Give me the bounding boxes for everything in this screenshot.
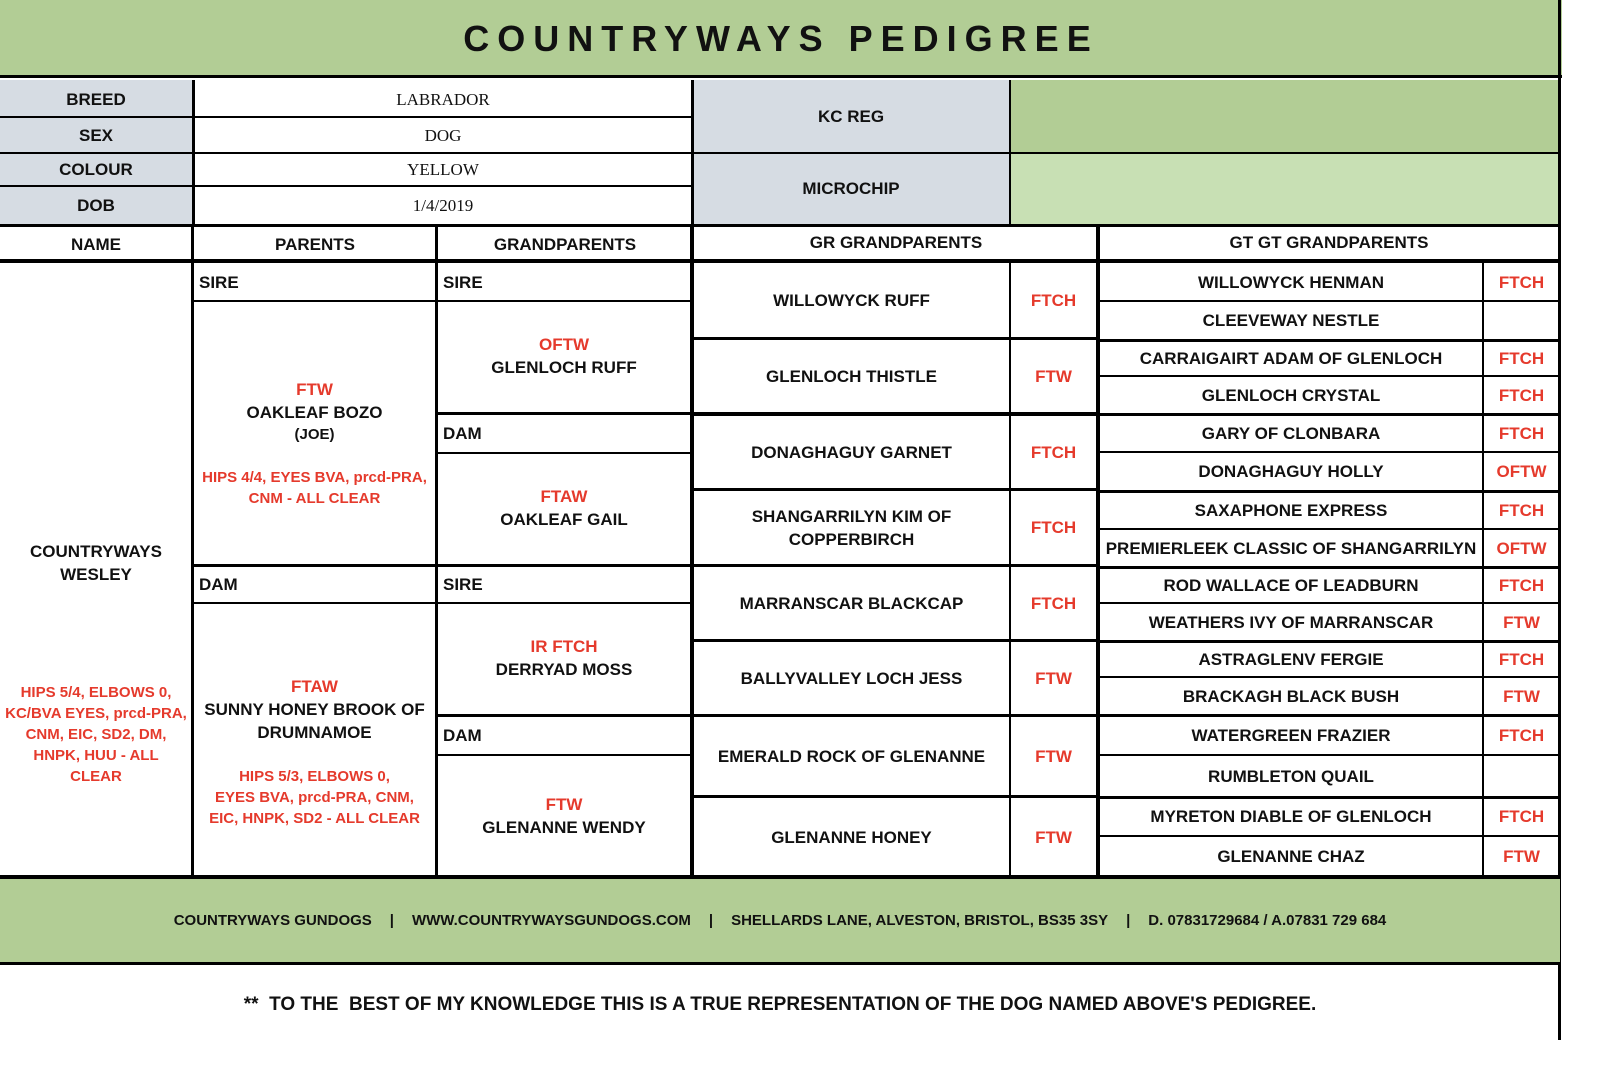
dam-block: [194, 674, 435, 744]
gtgt-grandparent-title: FTCH: [1498, 385, 1545, 405]
grandparent-name: GLENANNE WENDY: [482, 818, 646, 837]
gr-grandparent-name: BALLYVALLEY LOCH JESS: [740, 668, 963, 688]
gtgt-grandparent-name: SAXAPHONE EXPRESS: [1194, 500, 1388, 520]
grandparent-title: FTW: [545, 795, 583, 814]
disclaimer: ** TO THE BEST OF MY KNOWLEDGE THIS IS A TRUE REPRESENTATION OF THE DOG NAMED ABOVE'S PEDIGREE.: [243, 994, 1317, 1015]
gtgt-grandparent-title: FTCH: [1498, 500, 1545, 520]
grandparent: [438, 484, 690, 532]
footer-website[interactable]: WWW.COUNTRYWAYSGUNDOGS.COM: [411, 912, 691, 929]
gtgt-grandparent-name: WATERGREEN FRAZIER: [1191, 725, 1391, 745]
sire-health-line: HIPS 4/4, EYES BVA, prcd-PRA,: [202, 469, 427, 486]
grandparent: [438, 792, 690, 840]
gtgt-grandparent-name: GARY OF CLONBARA: [1201, 423, 1381, 443]
breed-value: LABRADOR: [396, 89, 490, 109]
gr-grandparent-name: SHANGARRILYN KIM OF COPPERBIRCH: [751, 506, 952, 549]
grandparent: [438, 332, 690, 380]
footer-phone: D. 07831729684 / A.07831 729 684: [1148, 912, 1387, 929]
grandparent-name: OAKLEAF GAIL: [500, 510, 628, 529]
dog-health-line: KC/BVA EYES, prcd-PRA,: [5, 704, 187, 722]
kc-reg-label: KC REG: [817, 106, 885, 126]
gr-grandparent-name: MARRANSCAR BLACKCAP: [739, 593, 964, 613]
footer-separator: |: [389, 912, 394, 929]
gr-grandparent-name: DONAGHAGUY GARNET: [751, 442, 952, 462]
colour-value: YELLOW: [407, 159, 479, 179]
header-gtgt-grandparents: GT GT GRANDPARENTS: [1229, 232, 1429, 252]
gtgt-grandparent-title: [1484, 755, 1559, 797]
microchip-value[interactable]: [1010, 153, 1560, 224]
gtgt-grandparent-name: CARRAIGAIRT ADAM OF GLENLOCH: [1139, 348, 1443, 368]
gtgt-grandparent-name: RUMBLETON QUAIL: [1208, 766, 1374, 786]
grandparent-label: DAM: [443, 424, 482, 443]
grandparent-name: GLENLOCH RUFF: [491, 358, 637, 377]
gtgt-grandparent-title: FTCH: [1498, 649, 1545, 669]
grandparent-label: SIRE: [443, 575, 483, 594]
dam-health-line: EYES BVA, prcd-PRA, CNM,: [215, 788, 414, 806]
gr-grandparent-title: FTW: [1035, 366, 1072, 386]
dog-health-line: HNPK, HUU - ALL: [33, 746, 159, 764]
dog-name: [0, 538, 192, 588]
gtgt-grandparent-name: CLEEVEWAY NESTLE: [1202, 311, 1380, 330]
dog-health-line: HIPS 5/4, ELBOWS 0,: [20, 683, 172, 701]
grandparent-name: DERRYAD MOSS: [495, 660, 633, 679]
gr-grandparent-name: EMERALD ROCK OF GLENANNE: [717, 746, 986, 766]
sire-label: SIRE: [199, 272, 239, 292]
gr-grandparent-title: FTW: [1035, 746, 1072, 766]
gr-grandparent-title: FTCH: [1030, 518, 1077, 537]
dam-health-line: HIPS 5/3, ELBOWS 0,: [239, 767, 390, 785]
gtgt-grandparent-title: FTW: [1503, 686, 1540, 706]
gtgt-grandparent-name: ASTRAGLENV FERGIE: [1198, 649, 1384, 669]
colour-label: COLOUR: [59, 159, 133, 179]
gr-grandparent-name: GLENLOCH THISTLE: [766, 366, 937, 386]
gtgt-grandparent-title: FTCH: [1498, 348, 1545, 368]
gr-grandparent-title: FTCH: [1030, 442, 1077, 462]
gr-grandparent-title: FTCH: [1030, 290, 1077, 310]
gr-grandparent-title: FTW: [1035, 668, 1072, 688]
footer-separator: |: [1126, 912, 1131, 929]
footer-separator: |: [708, 912, 714, 929]
dog-name-line2: WESLEY: [60, 565, 132, 584]
kc-reg-value[interactable]: [1010, 80, 1560, 152]
dam-title: FTAW: [291, 676, 338, 696]
gtgt-grandparent-name: WILLOWYCK HENMAN: [1197, 272, 1385, 292]
grandparent-label: SIRE: [443, 272, 483, 292]
dog-name-line1: COUNTRYWAYS: [30, 542, 162, 561]
gtgt-grandparent-name: ROD WALLACE OF LEADBURN: [1163, 575, 1419, 595]
dam-health-line: EIC, HNPK, SD2 - ALL CLEAR: [209, 809, 420, 827]
dam-health: [194, 764, 435, 830]
gtgt-grandparent-name: GLENLOCH CRYSTAL: [1201, 385, 1381, 405]
dog-health-line: CLEAR: [70, 767, 122, 785]
sire-name: OAKLEAF BOZO: [246, 402, 383, 422]
footer-company: COUNTRYWAYS GUNDOGS: [173, 912, 372, 929]
gr-grandparent-title: FTW: [1035, 827, 1072, 847]
microchip-label: MICROCHIP: [802, 179, 900, 198]
gtgt-grandparent-name: DONAGHAGUY HOLLY: [1198, 462, 1384, 481]
sex-value: DOG: [424, 125, 462, 145]
sire-nick: (JOE): [294, 425, 335, 443]
header-name: NAME: [70, 234, 122, 254]
gr-grandparent-name: GLENANNE HONEY: [771, 827, 932, 847]
gtgt-grandparent-title: OFTW: [1496, 538, 1547, 558]
gtgt-grandparent-title: FTCH: [1498, 725, 1545, 745]
sire-title: FTW: [296, 379, 333, 399]
gr-grandparent-title: FTCH: [1030, 593, 1077, 613]
gtgt-grandparent-name: WEATHERS IVY OF MARRANSCAR: [1148, 612, 1434, 632]
header-parents: PARENTS: [275, 234, 355, 254]
dob-value: 1/4/2019: [412, 196, 474, 215]
dam-name-line1: SUNNY HONEY BROOK OF: [204, 699, 425, 719]
gtgt-grandparent-name: GLENANNE CHAZ: [1217, 846, 1365, 866]
dam-label: DAM: [199, 575, 238, 594]
sex-label: SEX: [78, 125, 114, 145]
dog-health-line: CNM, EIC, SD2, DM,: [25, 725, 167, 743]
gtgt-grandparent-title: OFTW: [1496, 462, 1547, 481]
grandparent-title: FTAW: [540, 487, 588, 506]
sire-block: [194, 376, 435, 446]
gtgt-grandparent-title: FTCH: [1498, 272, 1545, 292]
gtgt-grandparent-title: FTCH: [1498, 423, 1545, 443]
footer-contact: [0, 912, 1560, 929]
grandparent-title: OFTW: [538, 335, 590, 354]
grandparent: [438, 634, 690, 682]
gr-grandparent-name: WILLOWYCK RUFF: [773, 290, 930, 310]
grandparent-label: DAM: [443, 726, 482, 745]
gtgt-grandparent-name: PREMIERLEEK CLASSIC OF SHANGARRILYN: [1105, 538, 1477, 558]
sire-health: [194, 466, 435, 510]
breed-label: BREED: [66, 89, 126, 109]
gtgt-grandparent-name: BRACKAGH BLACK BUSH: [1182, 686, 1400, 706]
dog-health: [0, 678, 192, 790]
gtgt-grandparent-title: FTCH: [1498, 575, 1545, 595]
header-grandparents: GRANDPARENTS: [493, 234, 637, 254]
sire-health-line: CNM - ALL CLEAR: [248, 490, 381, 507]
header-gr-grandparents: GR GRANDPARENTS: [809, 232, 983, 252]
dob-label: DOB: [77, 196, 115, 215]
grandparent-title: IR FTCH: [530, 637, 598, 656]
page-title: COUNTRYWAYS PEDIGREE: [463, 18, 1099, 59]
gtgt-grandparent-title: [1484, 301, 1559, 340]
gtgt-grandparent-title: FTCH: [1498, 807, 1545, 826]
gtgt-grandparent-title: FTW: [1503, 612, 1540, 632]
gtgt-grandparent-name: MYRETON DIABLE OF GLENLOCH: [1150, 807, 1432, 826]
gtgt-grandparent-title: FTW: [1503, 846, 1540, 866]
dam-name-line2: DRUMNAMOE: [257, 722, 372, 742]
footer-address: SHELLARDS LANE, ALVESTON, BRISTOL, BS35 3SY: [731, 912, 1109, 929]
